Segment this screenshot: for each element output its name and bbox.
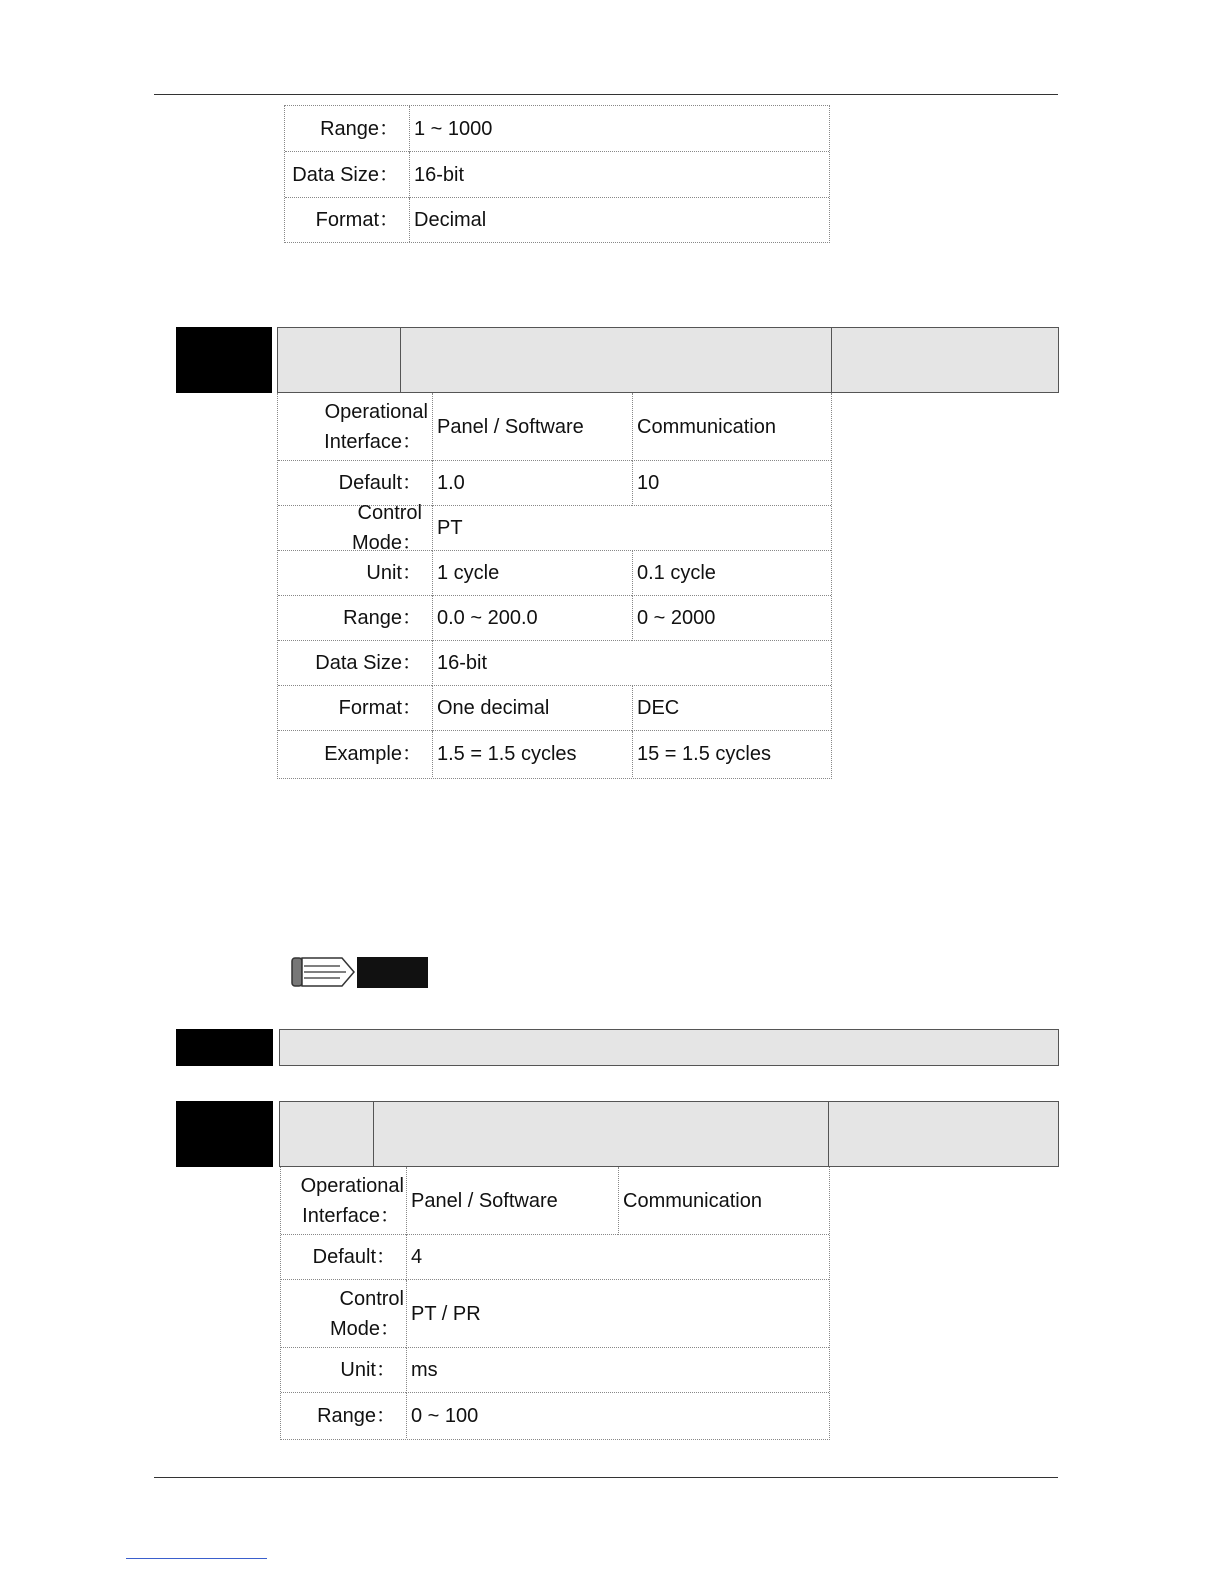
row-value: PT xyxy=(432,506,831,551)
table-row xyxy=(285,198,829,242)
footer-link-line xyxy=(126,1558,267,1559)
row-label: Range： xyxy=(278,596,432,641)
row-value-comm: 0.1 cycle xyxy=(632,551,831,596)
table-row xyxy=(278,641,831,686)
interface-label-line1: Operational xyxy=(324,400,428,423)
interface-communication: Communication xyxy=(618,1167,829,1235)
section-header-bar xyxy=(279,1029,1059,1066)
row-value-comm: 10 xyxy=(632,461,831,506)
header-rule xyxy=(154,94,1058,95)
interface-label-line2: Interface： xyxy=(302,1204,400,1227)
table-row xyxy=(278,686,831,731)
table-row xyxy=(281,1235,829,1280)
row-value-panel: 1.0 xyxy=(432,461,632,506)
table-row xyxy=(285,152,829,198)
interface-panel: Panel / Software xyxy=(406,1167,618,1235)
row-label: Format： xyxy=(315,209,399,231)
row-label: Default： xyxy=(278,461,432,506)
param-header-bar xyxy=(279,1101,1059,1167)
header-divider xyxy=(828,1102,829,1166)
row-label: Range： xyxy=(285,106,409,152)
row-value: 0 ~ 100 xyxy=(406,1393,829,1438)
row-label: Unit： xyxy=(281,1348,406,1393)
pencil-note-icon xyxy=(290,956,430,990)
row-label: Range： xyxy=(317,1404,396,1427)
row-label-line1: Control xyxy=(339,1287,404,1310)
header-divider xyxy=(400,328,401,392)
row-label-line2: Mode： xyxy=(329,1317,400,1340)
row-value-comm: DEC xyxy=(632,686,831,731)
row-label: Data Size： xyxy=(278,641,432,686)
row-value: 4 xyxy=(406,1235,829,1280)
table-row xyxy=(278,731,831,777)
footer-rule xyxy=(154,1477,1058,1478)
row-value: PT / PR xyxy=(406,1280,829,1348)
row-value-panel: 1.5 = 1.5 cycles xyxy=(432,731,632,777)
param-header-bar xyxy=(277,327,1059,393)
interface-communication: Communication xyxy=(632,393,831,461)
row-value: Decimal xyxy=(409,198,829,242)
interface-label-line1: Operational xyxy=(300,1174,404,1197)
row-value-panel: 0.0 ~ 200.0 xyxy=(432,596,632,641)
param-table-top xyxy=(284,105,830,243)
header-divider xyxy=(373,1102,374,1166)
interface-label-line2: Interface： xyxy=(324,430,422,453)
row-label: Unit： xyxy=(278,551,432,596)
row-label: Example： xyxy=(324,743,422,765)
row-label xyxy=(281,1280,406,1348)
param-code-block xyxy=(176,1101,273,1167)
row-label: Format： xyxy=(278,686,432,731)
note-marker xyxy=(290,956,430,996)
table-row xyxy=(281,1393,829,1438)
interface-label xyxy=(281,1167,406,1235)
row-value-comm: 15 = 1.5 cycles xyxy=(632,731,831,777)
row-label: Control Mode： xyxy=(278,506,432,551)
row-value: 16-bit xyxy=(432,641,831,686)
table-row xyxy=(278,596,831,641)
header-divider xyxy=(831,328,832,392)
table-row xyxy=(278,502,831,554)
table-row xyxy=(281,1348,829,1393)
param-table-bottom xyxy=(280,1167,830,1440)
row-value-panel: 1 cycle xyxy=(432,551,632,596)
row-value: ms xyxy=(406,1348,829,1393)
interface-panel: Panel / Software xyxy=(432,393,632,461)
row-value-panel: One decimal xyxy=(432,686,632,731)
param-table-mid xyxy=(277,393,832,779)
row-label: Data Size： xyxy=(285,152,409,198)
section-code-block xyxy=(176,1029,273,1066)
interface-row xyxy=(278,393,831,461)
table-row xyxy=(281,1280,829,1348)
row-value-comm: 0 ~ 2000 xyxy=(632,596,831,641)
row-value: 1 ~ 1000 xyxy=(409,106,829,152)
table-row xyxy=(278,551,831,596)
interface-label xyxy=(278,393,432,461)
param-code-block xyxy=(176,327,272,393)
interface-row xyxy=(281,1167,829,1235)
table-row xyxy=(285,106,829,152)
row-value: 16-bit xyxy=(409,152,829,198)
row-label: Default： xyxy=(281,1235,406,1280)
